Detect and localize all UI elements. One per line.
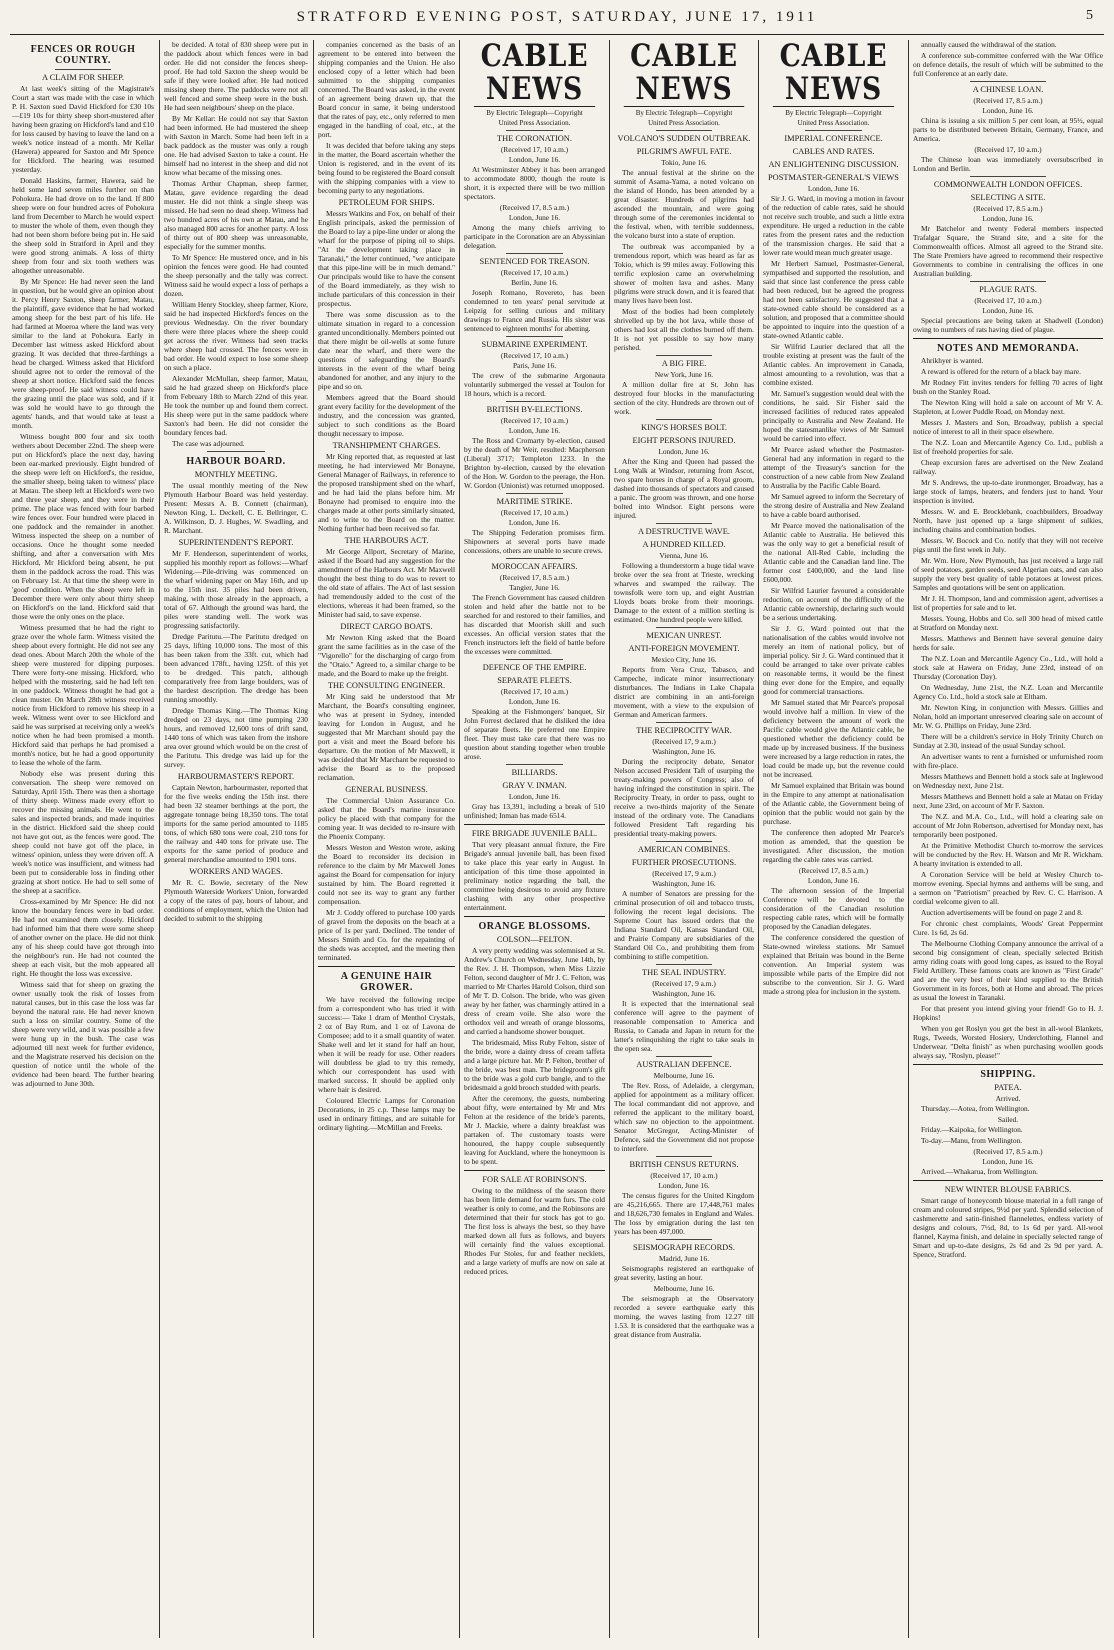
column-rule (609, 40, 610, 1638)
dateline: London, June 16. (807, 876, 860, 885)
notice: Mr. Wm. Hore, New Plymouth, has just received a large rail of seed potatoes, garden seeds, seed Algerian oats, and can also supply the very best quality of table potatoes at lowest prices. Samples and quotations will be sent on application. (913, 556, 1103, 592)
article-subheadline: A CLAIM FOR SHEEP. (42, 73, 124, 82)
paragraph: There was some discussion as to the ultimate situation in regard to a concession granted unconditionally. Members pointed out that there might be oil-wells at some future date near the wharf, and there were the questions of safeguarding the Board's interests in the event of the wharf being abandoned for another, and any injury to the pipe and so on. (318, 310, 455, 391)
divider (656, 523, 712, 524)
divider (970, 81, 1046, 82)
paragraph: Reports from Vera Cruz, Tabasco, and Campeche, indicate minor insurrectionary disturbances. The Indians in Lake Chapala district are combining in an anti-foreign movement, with a view to the expulsion of German and American farmers. (614, 665, 754, 719)
section-subheading: POSTMASTER-GENERAL'S VIEWS (768, 173, 899, 182)
notice: When you get Roslyn you get the best in all-wool Blankets, Rugs, Tweeds, Worsted Hosiery, Underclothing, Flannel and Underwear. "Delta finish" as when purchasing woollen goods always say, "Roslyn, please!" (913, 1024, 1103, 1060)
byline: United Press Association. (648, 119, 720, 127)
paragraph: A conference sub-committee conferred with the War Office on defence details, the result of which will be submitted to the full Conference at an early date. (913, 51, 1103, 78)
column-rule (313, 40, 314, 1638)
section-subheading: SELECTING A SITE. (970, 193, 1046, 202)
divider (506, 558, 562, 559)
paragraph: The Chinese loan was immediately oversubscribed in London and Berlin. (913, 155, 1103, 173)
column-7 (913, 40, 1103, 1638)
divider (656, 130, 712, 131)
dateline: Paris, June 16. (512, 361, 557, 370)
dateline: (Received 17, 8.5 a.m.) (499, 203, 570, 212)
dateline: London, June 16. (508, 697, 561, 706)
paragraph: China is issuing a six million 5 per cent loan, at 95½, equal parts to be distributed between Britain, Germany, France, and America. (913, 116, 1103, 143)
paragraph: Owing to the mildness of the season there has been little demand for warm furs. The cold weather is only to come, and the Robinsons are determined that their fur stock has got to go. The first loss is always the best, so they have marked down all furs as follows, and buyers will certainly find the values exceptional. Rhodes Fur Stoles, fur and feather necklets, and a large variety of muffs are now on sale at reduced prices. (464, 1186, 605, 1276)
divider (506, 253, 562, 254)
paragraph: The afternoon session of the Imperial Conference will be devoted to the consideration of the Canadian resolution respecting cable rates, which will be formally proposed by the Canadian delegates. (763, 886, 904, 931)
section-subheading: ANTI-FOREIGN MOVEMENT. (628, 644, 740, 653)
paragraph: That very pleasant annual fixture, the Fire Brigade's annual juvenile ball, has been fixed to take place this year early in August. In anticipation of this time those appointed in preliminary notice regarding the ball, the committee being desirous to avoid any fixture clashing with any other prospective entertainment. (464, 840, 605, 912)
divider (656, 419, 712, 420)
column-2 (164, 40, 308, 1638)
section-subheading: PATEA. (994, 1083, 1022, 1092)
article-subheadline: MONTHLY MEETING. (194, 470, 278, 479)
paragraph: Witness presumed that he had the right to graze over the whole farm. Witness visited the sheep about every fortnight. He did not see any dead ones. About March 20th the whole of the sheep were mustered for dipping purposes. There were forty-one missing. Hickford, who helped with the mustering, said he had left ten in one paddock. Witness thought he had got a clean muster. On March 28th witness received notice from Hickford to remove his sheep in a week. Witness went over to see Hickford and said he was surprised at receiving only a week's notice when he had been promised a month. Hickford said that perhaps he had promised a month's notice, but he had a good opportunity to lease the whole of the farm. (12, 623, 154, 767)
dateline: (Received 17, 9 a.m.) (652, 737, 716, 746)
column-rule (459, 40, 460, 1638)
byline: By Electric Telegraph—Copyright (785, 109, 882, 117)
section-heading: AMERICAN COMBINES. (637, 845, 731, 854)
section-heading: THE CONSULTING ENGINEER. (327, 681, 446, 690)
paragraph: Smart range of honeycomb blouse material in a full range of cream and coloured stripes, 9½d per yard. Splendid selection of cashmerette and satin-finished flannelettes, endless variety of designs and colours, 7½d, 8d, to 1s 6d per yard. All-wool flannel, Kayma finish, and delaine in specially selected range of Smart and up-to-date designs, 2s 6d and 2s 9d per yard. A. Spence, Stratford. (913, 1196, 1103, 1259)
dateline: London, June 16. (982, 214, 1034, 223)
paragraph: The seismograph at the Observatory recorded a severe earthquake early this morning, the waves lasting from 12.27 till 1.53. It is considered that the earthquake was a great distance from Australia. (614, 1294, 754, 1339)
column-rule (908, 40, 909, 1638)
notice: Messrs J. Masters and Son, Broadway, publish a special notice of interest to all in their space elsewhere. (913, 418, 1103, 436)
notice: Messrs. W. Bocock and Co. notify that they will not receive pigs until the first week in July. (913, 536, 1103, 554)
paragraph: Mr King reported that, as requested at last meeting, he had interviewed Mr Bonayne, General Manager of Railways, in reference to the proposed transhipment shed on the wharf, and he had laid the plans before him. Mr Bonayne had promised to enquire into the charges made at other ports similarly situated, and to write to the Board on the matter. Nothing further had been received so far. (318, 452, 455, 533)
section-heading: BILLIARDS. (511, 768, 558, 777)
dateline: London, June 16. (658, 1181, 710, 1190)
notice: Mr Rodney Fitt invites tenders for felling 70 acres of light bush on the Stanley Road. (913, 378, 1103, 396)
notice: Mr. Newton King, in conjunction with Messrs. Gillies and Nolan, hold an important unreserved clearing sale on account of Mr. W. G. Phillips on Friday, June 23rd. (913, 703, 1103, 730)
dateline: (Received 17, 10 a.m.) (500, 351, 569, 360)
section-heading: A CHINESE LOAN. (972, 85, 1044, 94)
paragraph: The bridesmaid, Miss Ruby Felton, sister of the bride, wore a dainty dress of cream taffeta and a large picture hat. Mr P. Felton, brother of the bride, was best man. The bridegroom's gift to the bride was a gold curb bangle, and to the bridesmaid a gold brooch studded with pearls. (464, 1038, 605, 1092)
dateline: London, June 16. (982, 306, 1034, 315)
section-heading: PETROLEUM FOR SHIPS. (338, 198, 435, 207)
dateline: (Received 17, 8.5 a.m.) (973, 96, 1043, 105)
notice: Messrs Matthews and Bennett hold a sale at Matau on Friday next, June 23rd, on account of Mr F. Saxton. (913, 792, 1103, 810)
paragraph: Mr Samuel stated that Mr Pearce's proposal would involve half a million. In view of the deficiency between the amount of work the Pacific cable would give the Atlantic cable, he questioned whether the deficiency could be made up by increased business. If the business were increased by a large reduction in rates, the load could be made up, but the revenue could not be increased. (763, 698, 904, 779)
paragraph: Mr R. C. Bowie, secretary of the New Plymouth Waterside Workers' Union, forwarded a copy of the rates of pay, hours of labour, and conditions of employment, which the Union had decided to submit to the shipping (164, 878, 308, 923)
byline: By Electric Telegraph—Copyright (635, 109, 733, 117)
notice: Messrs. Young, Hobbs and Co. sell 300 head of mixed cattle at Stratford on Monday next. (913, 614, 1103, 632)
divider (805, 130, 861, 131)
dateline: (Received 17, 9 a.m.) (652, 869, 716, 878)
paragraph: The census figures for the United Kingdom are 45,216,665. There are 17,448,761 males and 18,626,730 females in England and Wales. The loss by emigration during the last ten years has been 497,000. (614, 1191, 754, 1236)
divider (970, 281, 1046, 282)
notice: The N.Z. and M.A. Co., Ltd., will hold a clearing sale on account of Mr John Robertson, advertised for Monday next, has temporarily been postponed. (913, 812, 1103, 839)
section-heading: DEFENCE OF THE EMPIRE. (482, 663, 587, 672)
cable-news-heading: CABLE NEWS (773, 40, 894, 107)
dateline: London, June 16. (508, 213, 561, 222)
dateline: Tokio, June 16. (661, 158, 707, 167)
section-subheading: EIGHT PERSONS INJURED. (632, 436, 736, 445)
paragraph: Mr Samuel explained that Britain was bound in the Empire to any attempt at nationalisation of the Atlantic cable, the Government being of opinion that the public would not gain by the purchase. (763, 781, 904, 826)
dateline: London, June 16. (982, 106, 1034, 115)
section-heading: A DESTRUCTIVE WAVE. (637, 527, 731, 536)
paragraph: Witness bought 800 four and six tooth wethers about December 22nd. The sheep were put on Hickford's place the next day, having been ear-marked previously. Eight hundred of the sheep were left on Hickford's, the residue, the smaller sheep, being taken to witness' place at Matau. The sheep left at Hickford's were two and three year sheep, and they were in their prime. The place was fenced with four barbed wire fences over. Four hundred were placed in one paddock and the remainder in another. Witness inspected the sheep on a number of occasions. Once he thought some needed shifting, and after a conversation with Mrs Hickford, Mr Hickford being absent, he put them in the paddock across the road. This was on February 1st. At that time the sheep were in 'good' condition. When the sheep were left in December there were only about thirty sheep on Hickford's on the land. Hickford said that those were the only ones on the place. (12, 432, 154, 621)
notice: Messrs. W. and E. Brocklebank, coachbuilders, Broadway North, have just opened up a large shipment of sulkies, including chains and combination bodies. (913, 507, 1103, 534)
paragraph: The annual festival at the shrine on the summit of Asama-Yama, a noted volcano on the island of Hondo, has been attended by a great disaster. Hundreds of pilgrims had ascended the mountain, and were going through some of the ceremonies incidental to the festival, when, with terrible suddenness, the volcano burst into a state of eruption. (614, 168, 754, 240)
dateline: Mexico City, June 16. (651, 655, 717, 664)
paragraph: We have received the following recipe from a correspondent who has tried it with success:— Take 1 dram of Menthol Crystals, 2 oz of Bay Rum, and 1 oz of Lavona de Composee; add to it a small quantity of water. Shake well and let it stand for half an hour, when it will be ready for use. Other readers will doubtless be glad to try this remedy, which our correspondent has used with marked success. It should be applied only where hair is desired. (318, 995, 455, 1094)
paragraph: Mr Pearce asked whether the Postmaster-General had any information in regard to the attempt of the Treasury's sanction for the construction of a new cable from New Zealand to Australia by the Pacific Cable Board. (763, 445, 904, 490)
shipping-line: Thursday.—Aotea, from Wellington. (921, 1104, 1030, 1113)
article-headline: SHIPPING. (980, 1069, 1036, 1080)
paragraph: By Mr Kellar: He could not say that Saxton had been informed. He had mustered the sheep with Saxton in March. Some had been left in a back paddock as the muster was only a rough one. He had advised Saxton to take a count. He himself had no interest in the sheep and did not know what became of the missing ones. (164, 114, 308, 177)
paragraph: Messrs Weston and Weston wrote, asking the Board to reconsider its decision in reference to the claim by Mr Maxwell Jones against the Board for compensation for injury sustained by him. The Board regretted it could not see its way to grant any further compensation. (318, 843, 455, 906)
notice: A reward is offered for the return of a black bay mare. (921, 367, 1081, 376)
section-heading: DIRECT CARGO BOATS. (340, 622, 433, 631)
section-subheading: COLSON—FELTON. (496, 935, 573, 944)
dateline: (Received 17, 10 a.m.) (500, 416, 569, 425)
section-heading: THE CORONATION. (497, 134, 572, 143)
paragraph: Joseph Romano, Rovereto, has been condemned to ten years' penal servitude at Leipzig for selling curious and military drawings to France and Russia. His sister was sentenced to eighteen months' for abetting. (464, 288, 605, 333)
paragraph: It is expected that the international seal conference will agree to the payment of reasonable compensation to America and Russia, to Canada and Japan in return for the latter's relinquishing the right to take seals in the open sea. (614, 999, 754, 1053)
section-heading: MARITIME STRIKE. (496, 497, 573, 506)
section-subheading: FURTHER PROSECUTIONS. (631, 858, 737, 867)
dateline: (Received 17, 10 a.m.) (974, 296, 1042, 305)
paragraph: A number of Senators are pressing for the criminal prosecution of oil and tobacco trusts, following the recent legal decisions. The Supreme Court has issued orders that the Indiana Standard Oil, Kansas Standard Oil, and Prairie Company are subsidiaries of the Standard Oil Co., and prohibiting them from combining to stifle competition. (614, 889, 754, 961)
section-subheading: CABLES AND RATES. (792, 147, 875, 156)
paragraph: A million dollar fire at St. John has destroyed four blocks in the manufacturing section of the city. Hundreds are thrown out of work. (614, 380, 754, 416)
paragraph: After the King and Queen had passed the Long Walk at Windsor, returning from Ascot, two spare horses in charge of a Royal groom, dashed into thousands of spectators and caused a panic. The groom was thrown, and one horse bolted into Windsor. Eight persons were injured. (614, 457, 754, 520)
paragraph: Sir J. G. Ward pointed out that the nationalisation of the cables would involve not merely an item of national policy, but of imperial policy. Sir J. G. Ward continued that it could be arranged to take over private cables on reasonable terms, it would be the finest thing ever done for the Empire, and equally good for commercial transactions. (763, 624, 904, 696)
divider (656, 1239, 712, 1240)
dateline: (Received 17, 10 a.m.) (500, 145, 569, 154)
paragraph: annually caused the withdrawal of the station. (921, 40, 1057, 49)
dateline: New York, June 16. (654, 370, 714, 379)
paragraph: The outbreak was accompanied by a tremendous report, which was heard as far as Tokio, which is 99 miles away. Following this terrific explosion came an overwhelming shower of molten lava and ashes. Many pilgrims were struck down, and it is feared that many lives have been lost. (614, 242, 754, 305)
section-subheading: GRAY V. INMAN. (502, 781, 567, 790)
shipping-line: Sailed. (997, 1115, 1019, 1124)
paragraph: A very pretty wedding was solemnised at St. Andrew's Church on Wednesday, June 14th, by the Rev. J. H. Thompson, when Miss Lizzie Felton, second daughter of Mr J. C. Felton, was married to Mr Charles Harold Colson, third son of Mr T. D. Colson. The bride, who was given away by her father, was charmingly attired in a dress of cream voile. She also wore the orthodox veil and wreath of orange blossoms, and carried a handsome shower bouquet. (464, 946, 605, 1036)
notice: The Newton King will hold a sale on account of Mr V. A. Stapleton, at Lower Puddle Road, on Monday next. (913, 398, 1103, 416)
column-rule (159, 40, 160, 1638)
article-headline: HARBOUR BOARD. (186, 456, 286, 467)
paragraph: To Mr Spence: He mustered once, and in his opinion the fences were good. He had counted the sheep personally and the tally was correct. Witness said he would expect a loss of perhaps a dozen. (164, 253, 308, 298)
paragraph: Donald Haskins, farmer, Hawera, said he held some land seven miles further on than Pohokura. He had drove on to the land. If 800 sheep were on four hundred acres of Pohokura land from December to March he would expect to muster the whole of them, even though they had not been shorn before being put in. He said the sheep sold in Stratford in April and they were good strong animals. A loss of thirty sheep from four and six tooth wethers was altogether unreasonable. (12, 176, 154, 275)
paragraph: Messrs Watkins and Fox, on behalf of their English principals, asked the permission of the Board to lay a pipe-line under or along the wharf for the purpose of piping oil to ships. "At the development taking place in Taranaki," the letter continued, "we anticipate that this pipe-line will be in much demand." Our principals would like to have the consent of the Board immediately, as they wish to include particulars of this concession in their prospectus. (318, 209, 455, 308)
divider (464, 1170, 605, 1171)
paragraph: Mr Herbert Samuel, Postmaster-General, sympathised and supported the resolution, and said that since last conference the press cable had been reduced, but he agreed the progress had not been satisfactory. He suggested that a state-owned cable should be considered as a solution, and proposed that a committee should be appointed to inquire into the question of a state-owned Atlantic cable. (763, 259, 904, 340)
paragraph: The French Government has caused children stolen and held after the battle not to be searched for and restored to their families, and has discarded that Moorish skill and such excesses. An official version states that the French instructors left the field of battle before the excesses were committed. (464, 593, 605, 656)
dateline: (Received 17, 10 a.m.) (500, 687, 569, 696)
shipping-line: To-day.—Manu, from Wellington. (921, 1136, 1023, 1145)
paragraph: Dredge Paritutu.—The Paritutu dredged on 25 days, lifting 10,000 tons. The most of this has been taken from the 33ft. cut, which had been advanced 178ft., having 125ft. of this yet to be dredged. This patch, although comparatively free from large boulders, was of the hardest description. The dredge has been running smoothly. (164, 632, 308, 704)
paragraph: Coloured Electric Lamps for Coronation Decorations, in 25 c.p. These lamps may be used in ordinary fittings, and are suitable for ordinary lighting.—McMillan and Freeks. (318, 1096, 455, 1132)
section-heading: THE SEAL INDUSTRY. (642, 968, 726, 977)
notice: Messrs. Matthews and Bennett have several genuine dairy herds for sale. (913, 634, 1103, 652)
divider (506, 659, 562, 660)
column-6 (763, 40, 904, 1638)
divider (656, 355, 712, 356)
column-3 (318, 40, 455, 1638)
notice: Mr J. H. Thompson, land and commission agent, advertises a list of properties for sale and to let. (913, 594, 1103, 612)
dateline: Berlin, June 16. (511, 278, 558, 287)
divider (656, 722, 712, 723)
dateline: London, June 16. (807, 184, 860, 193)
paragraph: Witness said that for sheep on grazing the owner usually took the risk of losses from natural causes, but in this case the loss was far beyond the natural rate. He had never known such a loss on similar country. Some of the sheep were very wild, and it was possible a few were hung up in the bush. The case was adjourned till next week for further evidence, and the Magistrate reserved his decision on the question of notice until the whole of the evidence had been heard. The further hearing was adjourned to June 30th. (12, 980, 154, 1088)
notice: Ahrikhyer is wanted. (921, 356, 984, 365)
article-headline: NOTES AND MEMORANDA. (937, 343, 1079, 354)
divider (913, 1180, 1103, 1181)
paragraph: companies concerned as the basis of an agreement to be entered into between the shipping companies and the Union. He also enclosed copy of a letter which had been submitted to the shipping companies concerned. The Board was asked, in the event of an agreement being drawn up, that the Board concur in same, it being understood that the rates of pay, etc., only referred to men engaged in the handling of coal, etc., at the port. (318, 40, 455, 139)
section-heading: HARBOURMASTER'S REPORT. (177, 772, 295, 781)
section-heading: WORKERS AND WAGES. (189, 867, 283, 876)
dateline: (Received 17, 8.5 a.m.) (798, 866, 869, 875)
paragraph: Members agreed that the Board should grant every facility for the development of the industry, and the concession was granted, subject to such conditions as the Board thought necessary to impose. (318, 393, 455, 438)
section-heading: BRITISH BY-ELECTIONS. (486, 405, 583, 414)
notice: An advertiser wants to rent a furnished or unfurnished room with fire-place. (913, 752, 1103, 770)
paragraph: The Shipping Federation promises firm. Shipowners at several ports have made concessions, others are unable to secure crews. (464, 528, 605, 555)
divider (656, 841, 712, 842)
divider (913, 1064, 1103, 1065)
paragraph: Gray has 13,391, including a break of 510 unfinished; Inman has made 6514. (464, 802, 605, 820)
section-subheading: A HUNDRED KILLED. (642, 540, 726, 549)
section-subheading: AN ENLIGHTENING DISCUSSION. (768, 160, 899, 169)
section-heading: AUSTRALIAN DEFENCE. (636, 1060, 732, 1069)
paragraph: Seismographs registered an earthquake of great severity, lasting an hour. (614, 1264, 754, 1282)
divider (656, 1156, 712, 1157)
paragraph: Mr Newton King asked that the Board grant the same facilities as in the case of the "Vigorello" for the discharging of cargo from the "Otaio." Agreed to, a similar charge to be made, and the Board to make up the freight. (318, 633, 455, 678)
paragraph: be decided. A total of 830 sheep were put in the paddock about which fences were in bad order. He did not consider the fences sheep-proof. He had told Saxton the sheep would be safe if they were looked after. He had noticed missing sheep there. The paddocks were not all well fenced and some sheep were in the bush. He had seen neighbours' sheep on the place. (164, 40, 308, 112)
notice: At the Primitive Methodist Church to-morrow the services will be conducted by the Rev. H. Watson and Mr R. Wickham. A hearty invitation is extended to all. (913, 841, 1103, 868)
paragraph: The Ross and Cromarty by-election, caused by the death of Mr Weir, resulted: Macpherson (Liberal) 3717; Templeton 1233. In the Brighton by-election, caused by the elevation of the Hon. W. Gordon to the peerage, the Hon. W. Gordon (Unionist) was returned unopposed. (464, 436, 605, 490)
dateline: London, June 16. (982, 1157, 1034, 1166)
paragraph: Mr Samuel agreed to inform the Secretary of the strong desire of Australia and New Zealand to have a cable board authorised. (763, 492, 904, 519)
section-heading: NEW WINTER BLOUSE FABRICS. (944, 1185, 1072, 1194)
dateline: (Received 17, 8.5 a.m.) (973, 1147, 1043, 1156)
paragraph: Mr F. Henderson, superintendent of works, supplied his monthly report as follows:—Wharf Widening.—Pile-driving was commenced on the wharf widening paper on May 16th, and up to the 15th inst. 35 piles had been driven, making, with those already in the approach, a total of 67. Although the ground was hard, the piles were standing well. The work was progressing satisfactorily. (164, 549, 308, 630)
divider (207, 451, 265, 452)
divider (970, 176, 1046, 177)
paragraph: Sir Wilfrid Laurier declared that all the trouble existing at present was the fault of the Atlantic cables. An improvement in Canada, almost amounting to a revolution, was that a combine existed. (763, 342, 904, 387)
paragraph: Cross-examined by Mr Spence: He did not know the boundary fences were in bad order. He had not examined them closely. Hickford had informed him that there were some sheep of another owner on the place. He did not think any of his sheep could have got through into the neighbour's run. He had not counted the sheep at each visit, but the mob appeared all right. He thought the loss was excessive. (12, 897, 154, 978)
shipping-line: Arrived.—Whakarua, from Wellington. (921, 1167, 1038, 1176)
divider (464, 916, 605, 917)
paragraph: Following a thunderstorm a huge tidal wave broke over the sea front at Trieste, wrecking wharves and swamped the railway. The townsfolk were torn up, and eight Austrian Lloyds boats broke from their moorings. Damage to the extent of a million sterling is estimated. One hundred people were killed. (614, 561, 754, 624)
dateline: Washington, June 16. (652, 747, 716, 756)
paragraph: The Rev. Ross, of Adelaide, a clergyman, applied for appointment as a military officer. The local commandant did not approve, and referred the applicant to the military board, which saw no objection to the appointment. Senator McGregor, Acting-Minister of Defence, said the Government did not propose to interfere. (614, 1081, 754, 1153)
paragraph: Speaking at the Fishmongers' banquet, Sir John Forrest declared that he disliked the idea of separate fleets. He preferred one Empire fleet. They must take care that there was no question about standing together when trouble arose. (464, 707, 605, 761)
divider (506, 336, 562, 337)
article-headline: A GENUINE HAIR GROWER. (340, 971, 433, 993)
paragraph: Mr George Allport, Secretary of Marine, asked if the Board had any suggestion for the amendment of the Harbours Act. Mr Maxwell thought the best thing to do was to revert to the old state of affairs. The Act of last session had tremendously added to the cost of the elections, whereas it had been framed, so the Minister had said, to save expense. (318, 547, 455, 619)
section-heading: PLAGUE RATS. (979, 285, 1037, 294)
notice: Auction advertisements will be found on page 2 and 8. (921, 908, 1083, 917)
column-5 (614, 40, 754, 1638)
section-heading: MEXICAN UNREST. (646, 631, 722, 640)
notice: There will be a children's service in Holy Trinity Church on Sunday at 2.30, instead of the usual Sunday school. (913, 732, 1103, 750)
dateline: Melbourne, June 16. (653, 1071, 715, 1080)
paragraph: Among the many chiefs arriving to participate in the Coronation are an Abyssinian delegation. (464, 223, 605, 250)
dateline: London, June 16. (508, 155, 561, 164)
notice: Mr S. Andrews, the up-to-date ironmonger, Broadway, has a large stock of lamps, heaters, and fenders just to hand. Your inspection is invited. (913, 478, 1103, 505)
notice: The N.Z. Loan and Mercantile Agency Co. Ltd., publish a list of freehold properties for sale. (913, 438, 1103, 456)
section-heading: SUPERINTENDENT'S REPORT. (178, 538, 294, 547)
shipping-line: Friday.—Kaipoka, for Wellington. (921, 1125, 1023, 1134)
page-number: 5 (1086, 8, 1096, 23)
section-heading: FIRE BRIGADE JUVENILE BALL. (471, 829, 598, 838)
notice: On Wednesday, June 21st, the N.Z. Loan and Mercantile Agency Co. Ltd., hold a stock sale at Eltham. (913, 683, 1103, 701)
dateline: Madrid, June 16. (658, 1254, 710, 1263)
dateline: (Received 17, 10 a.m.) (500, 508, 569, 517)
section-heading: GENERAL BUSINESS. (345, 785, 428, 794)
section-heading: FOR SALE AT ROBINSON'S. (482, 1175, 587, 1184)
section-heading: SEISMOGRAPH RECORDS. (633, 1243, 735, 1252)
notice: For chronic chest complaints, Woods' Great Peppermint Cure. 1s 6d, 2s 6d. (913, 919, 1103, 937)
section-heading: SUBMARINE EXPERIMENT. (481, 340, 588, 349)
notice: Cheap excursion fares are advertised on the New Zealand railway. (913, 458, 1103, 476)
section-heading: KING'S HORSES BOLT. (641, 423, 727, 432)
byline: By Electric Telegraph—Copyright (486, 109, 583, 117)
dateline: London, June 16. (508, 792, 561, 801)
masthead-rule (10, 34, 1104, 35)
divider (55, 69, 112, 70)
section-heading: BRITISH CENSUS RETURNS. (629, 1160, 739, 1169)
paragraph: Sir Wilfrid Laurier favoured a considerable reduction, on account of the difficulty of the Atlantic cable ownership, declaring such would be a serious undertaking. (763, 586, 904, 622)
paragraph: The conference considered the question of State-owned wireless stations. Mr Samuel explained that Britain was bound in the Berne convention. An Imperial system was impossible while parts of the Empire did not subscribe to the convention. Sir J. G. Ward made a strong plea for inclusion in the system. (763, 933, 904, 996)
dateline: (Received 17, 10 a.m.) (974, 145, 1042, 154)
paragraph: Mr Pearce moved the nationalisation of the Atlantic cable to Australia. He believed this was the only way to get a beneficial result of the national All-Red Cable, including the Atlantic cable and the Canadian land line. The former cost £400,000, and the land line £600,000. (763, 521, 904, 584)
column-4 (464, 40, 605, 1638)
section-subheading: SEPARATE FLEETS. (497, 676, 572, 685)
paragraph: Mr King said he understood that Mr Marchant, the Board's consulting engineer, who was at present in Sydney, intended leaving for London in August, and he suggested that Mr Marchant should pay the port a visit and meet the Board before his departure. On the motion of Mr Maxwell, it was decided that Mr Marchant be requested to advise the Board as to the proposed reclamation. (318, 692, 455, 782)
dateline: Melbourne, June 16. (653, 1284, 715, 1293)
dateline: Vienna, June 16. (659, 551, 709, 560)
paragraph: At Westminster Abbey it has been arranged to accommodate 8000, though the route is short, it is expected there will be two million spectators. (464, 165, 605, 201)
paragraph: The crew of the submarine Argonauta voluntarily submerged the vessel at Toulon for 18 hours, which is a record. (464, 371, 605, 398)
section-heading: THE HARBOURS ACT. (344, 536, 429, 545)
section-heading: COMMONWEALTH LONDON OFFICES. (933, 180, 1083, 189)
cable-news-heading: CABLE NEWS (474, 40, 595, 107)
notice: The Melbourne Clothing Company announce the arrival of a second big consignment of clean, specially selected British army riding coats with good long capes, as issued to the Royal Field Artillery. These famous coats are known as "First Grade" and are the very best of their kind supplied to the British Government in its forces, both at Home and abroad. The prices as usual the lowest in Taranaki. (913, 939, 1103, 1002)
paragraph: Nobody else was present during this conversation. The sheep were removed on Saturday, April 15th. There was then a shortage of thirty sheep. Witness made every effort to recover the missing animals. He went to the sales and inspected brands, and made inquiries in the district. Hickford said the sheep could not have got out, as the fences were good. The sheep could not have got off the place, in witness' opinion, unless they were driven off. A week's notice was insufficient, and witness had been put to considerable loss in finding other grazing at short notice. He had to sell some of the sheep at a sacrifice. (12, 769, 154, 895)
divider (656, 627, 712, 628)
paragraph: After the ceremony, the guests, numbering about fifty, were entertained by Mr and Mrs Felton at the residence of the bride's parents, Mr J. Mackie, where a dainty breakfast was partaken of. The customary toasts were honoured, the happy couple subsequently leaving for Auckland, where the honeymoon is to be spent. (464, 1094, 605, 1166)
paragraph: By Mr Spence: He had never seen the land in question, but he would give an opinion about it. Percy Henry Saxton, sheep farmer, Matau, the plaintiff, gave evidence that he had worked among sheep for the best part of his life. He had farmed at Moeroa where the land was very similar to the land at Pohokura. Early in December last witness asked Hickford about grazing. It was decided that three-farthings a head be charged. Witness asked that Hickford should agree not to order the removal of the sheep at short notice. Hickford said the fences were sheep-proof. He said witness could have the grazing until the place was sold, and if it was sold he would have to go through the agents' hands, and that would take at least a month. (12, 277, 154, 430)
article-headline: FENCES OR ROUGH COUNTRY. (30, 44, 136, 66)
divider (656, 964, 712, 965)
divider (464, 824, 605, 825)
dateline: (Received 17, 8.5 a.m.) (973, 204, 1043, 213)
notice: A Coronation Service will be held at Wesley Church to-morrow evening. Special hymns and anthems will be sung, and a sermon on "Patriotism" preached by Rev. C. C. Harrison. A cordial welcome given to all. (913, 870, 1103, 906)
section-heading: THE RECIPROCITY WAR. (636, 726, 732, 735)
dateline: Washington, June 16. (652, 879, 716, 888)
shipping-line: Arrived. (995, 1094, 1021, 1103)
byline: United Press Association. (797, 119, 870, 127)
paragraph: Mr. Samuel's suggestion would deal with the conditions, he said. Sir Fisher said the increased facilities of reduced rates appealed principally to Australia and New Zealand. He hoped the statesmanlike views of Mr Samuel would be carried into effect. (763, 389, 904, 443)
byline: United Press Association. (498, 119, 571, 127)
divider (506, 401, 562, 402)
paragraph: Thomas Arthur Chapman, sheep farmer, Matau, gave evidence regarding the dead muster. He did not think a single sheep was missed. He had seen no dead sheep. Witness had two hundred acres of his own at Matau, and he also managed 800 acres for another party. A loss of thirty out of 800 sheep was unreasonable, especially for the summer months. (164, 179, 308, 251)
divider (913, 338, 1103, 339)
paragraph: Mr J. Coddy offered to purchase 100 yards of gravel from the deposits on the beach at a price of 1s per yard. Declined. The tender of Messrs Smith and Co. for the repainting of the sheds was accepted, and the meeting then terminated. (318, 908, 455, 962)
dateline: London, June 16. (508, 518, 561, 527)
article-headline: ORANGE BLOSSOMS. (478, 921, 591, 932)
paragraph: Sir J. G. Ward, in moving a motion in favour of the reduction of cable rates, said he should not receive such trouble, and such a little extra expenditure. He urged a reduction in the cable rates from the present rates and the reduction of the transmission charges. He said that a lower rate would mean much greater usage. (763, 194, 904, 257)
paragraph: During the reciprocity debate, Senator Nelson accused President Taft of usurping the treaty-making powers of Congress; also of having infringed the constitution in spirit. The Reciprocity Treaty, in order to pass, ought to receive a two-thirds majority of the Senate instead of the ordinary vote. The Canadians followed President Taft regarding his presidential treaty-making powers. (614, 757, 754, 838)
notice: The N.Z. Loan and Mercantile Agency Co., Ltd., will hold a stock sale at Hawera on Friday, June 23rd, instead of on Thursday (Coronation Day). (913, 654, 1103, 681)
dateline: London, June 16. (658, 447, 710, 456)
dateline: Tangier, June 16. (509, 583, 560, 592)
dateline: Washington, June 16. (652, 989, 716, 998)
paragraph: The conference then adopted Mr Pearce's motion as amended, that the question be investigated. After discussion, the motion regarding the cable rates was carried. (763, 828, 904, 864)
paragraph: The Commercial Union Assurance Co. asked that the Board's marine insurance policy be placed with that company for the coming year. It was decided to re-insure with the Phoenix Company. (318, 796, 455, 841)
divider (506, 764, 562, 765)
section-heading: SENTENCED FOR TREASON. (479, 257, 590, 266)
paragraph: Dredge Thomas King.—The Thomas King dredged on 23 days, not time pumping 230 hours, and removed 12,600 tons of drift sand, 1440 tons of which was taken from the inshore area over ground which would be on the crest of the Paritutu. This dredge was laid up for the survey. (164, 706, 308, 769)
divider (318, 966, 455, 967)
section-heading: VOLCANO'S SUDDEN OUTBREAK. (617, 134, 751, 143)
paragraph: Alexander McMullan, sheep farmer, Matau, said he had grazed sheep on Hickford's place from February 18th to March 22nd of this year. He took the number up and found them correct. His sheep were put in the same paddock where Saxton's had been. He did not consider the boundary fences bad. (164, 374, 308, 437)
paragraph: William Henry Stockley, sheep farmer, Kiore, said he had inspected Hickford's fences on the previous Wednesday. On the river boundary there were three places where the sheep could get across the river. Witness had seen tracks where sheep had crossed. The fences were in bad order. He would expect to lose some sheep on such a place. (164, 300, 308, 372)
section-subheading: PILGRIM'S AWFUL FATE. (636, 147, 732, 156)
paragraph: Captain Newton, harbourmaster, reported that for the five weeks ending the 15th inst. there had been 32 steamer berthings at the port, the aggregate tonnage being 18,350 tons. The total imports for the same period amounted to 1185 tons, of which 680 tons were coal, 210 tons for the railway and 440 tons for private use. The exports for the same period of produce and general merchandise amounted to 1901 tons. (164, 783, 308, 864)
divider (506, 130, 562, 131)
paragraph: Mr Batchelor and twenty Federal members inspected Trafalgar Square, the Strand site, and a site for the Commonwealth offices. Almost all agreed to the Strand site. The State Premiers have agreed to recommend their respective Governments to combine in centralising the offices in one Australian building. (913, 224, 1103, 278)
paragraph: Special precautions are being taken at Shadwell (London) owing to numbers of rats having died of plague. (913, 316, 1103, 334)
masthead-title: STRATFORD EVENING POST, SATURDAY, JUNE 17, 1911 (296, 8, 818, 25)
dateline: (Received 17, 8.5 a.m.) (499, 573, 570, 582)
paragraph: The usual monthly meeting of the New Plymouth Harbour Board was held yesterday. Present: Messrs A. B. Connett (chairman), Newton King, L. Deckell, C. E. Bellringer, C. A. Wilkinson, D. J. Hughes, W. Swadling, and R. Marchant. (164, 481, 308, 535)
divider (506, 493, 562, 494)
notice: For that present you intend giving your friend! Go to H. J. Hopkins! (913, 1004, 1103, 1022)
divider (656, 1056, 712, 1057)
notice: Messrs Matthews and Bennett hold a stock sale at Inglewood on Wednesday next, June 21st. (913, 772, 1103, 790)
dateline: London, June 16. (508, 426, 561, 435)
paragraph: At last week's sitting of the Magistrate's Court a start was made with the case in which P. H. Saxton sued David Hickford for £30 10s—£19 10s for thirty sheep short-mustered after having been grazing on Hickford's land and £10 for loss caused by having to leave the land on a week's notice instead of a month. Mr Kellar (Hawera) appeared for Saxton and Mr Spence for Hickford. The hearing was resumed yesterday. (12, 84, 154, 174)
cable-news-heading: CABLE NEWS (624, 40, 744, 107)
section-heading: MOROCCAN AFFAIRS. (491, 562, 578, 571)
masthead (0, 0, 1114, 34)
dateline: (Received 17, 9 a.m.) (652, 979, 716, 988)
dateline: (Received 17, 10 a.m.) (650, 1171, 718, 1180)
column-rule (758, 40, 759, 1638)
section-heading: TRANSHIPMENT CHARGES. (332, 441, 441, 450)
section-heading: A BIG FIRE. (661, 359, 707, 368)
dateline: (Received 17, 10 a.m.) (500, 268, 569, 277)
section-heading: IMPERIAL CONFERENCE. (784, 134, 883, 143)
paragraph: The case was adjourned. (172, 439, 245, 448)
paragraph: It was decided that before taking any steps in the matter, the Board ascertain whether the Union is registered, and in the event of its being found to be registered the Board consult with the shipping companies with a view to becoming party to any negotiations. (318, 141, 455, 195)
paragraph: Most of the bodies had been completely shrivelled up by the hot lava, while those of others had lost all the clothes burned off them. It is not yet possible to say how many perished. (614, 307, 754, 352)
column-1 (12, 40, 154, 1638)
